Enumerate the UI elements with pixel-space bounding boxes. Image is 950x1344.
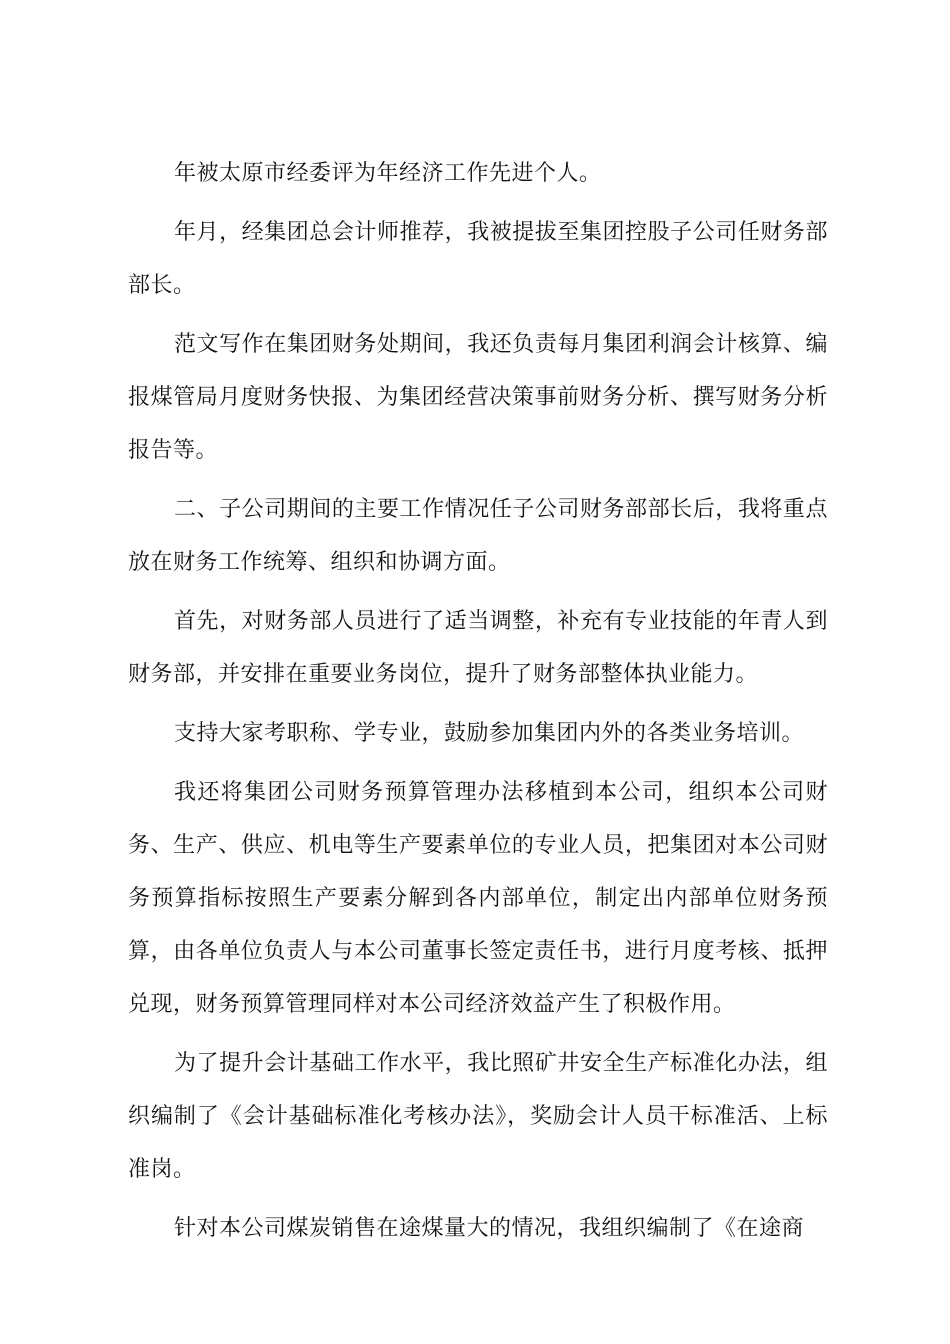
paragraph-4: 二、子公司期间的主要工作情况任子公司财务部部长后，我将重点放在财务工作统筹、组织和协调方面。 [128,497,828,575]
paragraph-7: 我还将集团公司财务预算管理办法移植到本公司，组织本公司财务、生产、供应、机电等生产要素单位的专业人员，把集团对本公司财务预算指标按照生产要素分解到各内部单位，制定出内部单位财务预算，由各单位负责人与本公司董事长签定责任书，进行月度考核、抵押兑现，财务预算管理同样对本公司经济效益产生了积极作用。 [128,780,828,1017]
paragraph-6: 支持大家考职称、学专业，鼓励参加集团内外的各类业务培训。 [174,721,805,746]
paragraph-2: 年月，经集团总会计师推荐，我被提拔至集团控股子公司任财务部部长。 [128,220,828,298]
paragraph-5: 首先，对财务部人员进行了适当调整，补充有专业技能的年青人到财务部，并安排在重要业务岗位，提升了财务部整体执业能力。 [128,609,828,687]
paragraph-9: 针对本公司煤炭销售在途煤量大的情况，我组织编制了《在途商 [174,1216,805,1241]
paragraph-3: 范文写作在集团财务处期间，我还负责每月集团利润会计核算、编报煤管局月度财务快报、为集团经营决策事前财务分析、撰写财务分析报告等。 [128,332,828,463]
paragraph-1: 年被太原市经委评为年经济工作先进个人。 [174,161,602,186]
paragraph-8: 为了提升会计基础工作水平，我比照矿井安全生产标准化办法，组织编制了《会计基础标准化考核办法》，奖励会计人员干标准活、上标准岗。 [128,1051,828,1182]
document-body [128,147,828,1261]
